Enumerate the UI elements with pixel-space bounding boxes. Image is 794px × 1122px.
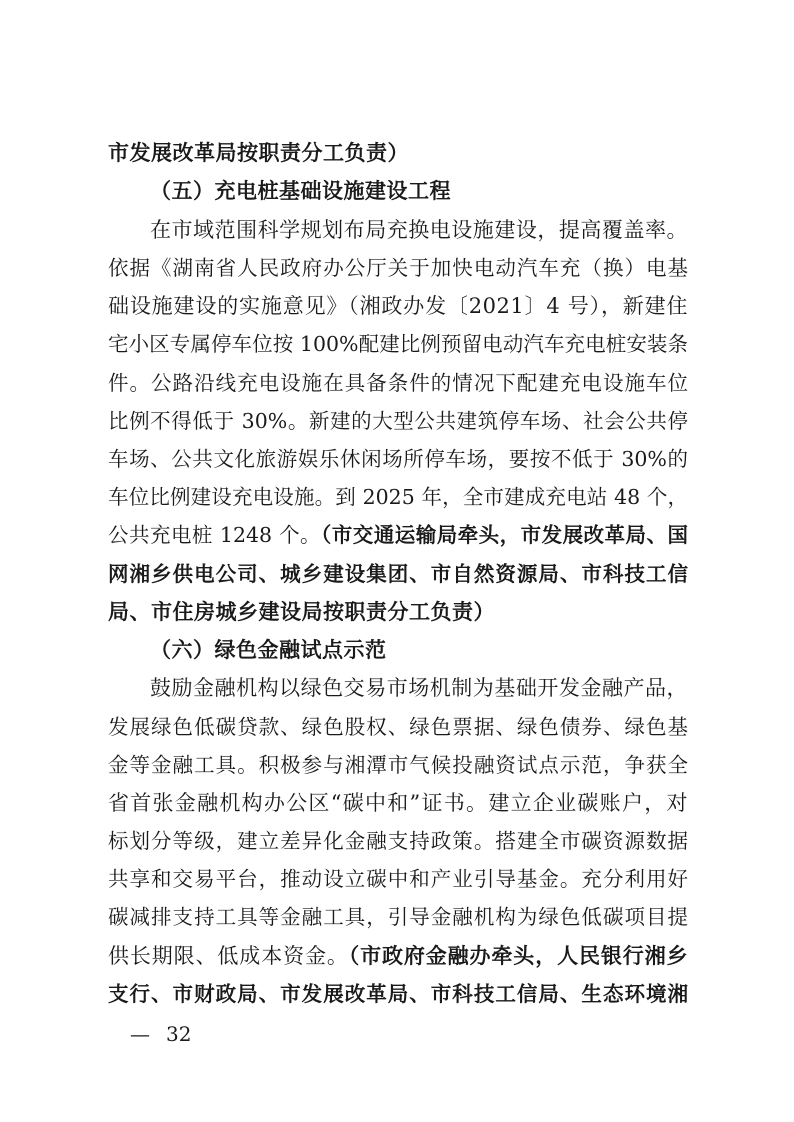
text-line: 车场、公共文化旅游娱乐休闲场所停车场，要按不低于 30%的 — [108, 447, 688, 471]
text-line: 金等金融工具。积极参与湘潭市气候投融资试点示范，争获全 — [108, 753, 688, 777]
responsibility-note: 局、市住房城乡建设局按职责分工负责） — [108, 600, 495, 624]
text-run: 公共充电桩 1248 个。 — [108, 523, 322, 547]
footer-dash: — — [130, 1022, 150, 1046]
text-line — [108, 516, 688, 554]
text-line: 依据《湖南省人民政府办公厅关于加快电动汽车充（换）电基 — [108, 256, 688, 280]
text-run: 供长期限、低成本资金。 — [108, 944, 349, 968]
responsibility-note: 支行、市财政局、市发展改革局、市科技工信局、生态环境湘 — [108, 982, 688, 1006]
text-line: 比例不得低于 30%。新建的大型公共建筑停车场、社会公共停 — [108, 409, 688, 433]
text-line: 础设施建设的实施意见》（湘政办发〔2021〕4 号），新建住 — [108, 294, 688, 318]
text-line: 标划分等级，建立差异化金融支持政策。搭建全市碳资源数据 — [108, 829, 688, 853]
text-line: 在市域范围科学规划布局充换电设施建设，提高覆盖率。 — [150, 218, 688, 242]
page-footer — [130, 1022, 191, 1046]
text-line: 市发展改革局按职责分工负责） — [108, 141, 409, 165]
responsibility-note: 网湘乡供电公司、城乡建设集团、市自然资源局、市科技工信 — [108, 562, 688, 586]
page-number: 32 — [166, 1022, 192, 1046]
text-line: 发展绿色低碳贷款、绿色股权、绿色票据、绿色债券、绿色基 — [108, 715, 688, 739]
text-line: 省首张金融机构办公区“碳中和”证书。建立企业碳账户，对 — [108, 791, 688, 815]
text-line: 碳减排支持工具等金融工具，引导金融机构为绿色低碳项目提 — [108, 905, 688, 929]
section-heading: （六）绿色金融试点示范 — [150, 638, 387, 662]
responsibility-note: （市政府金融办牵头，人民银行湘乡 — [348, 944, 688, 968]
text-line: 共享和交易平台，推动设立碳中和产业引导基金。充分利用好 — [108, 867, 688, 891]
text-line: 车位比例建设充电设施。到 2025 年，全市建成充电站 48 个， — [108, 485, 688, 509]
text-line: 宅小区专属停车位按 100%配建比例预留电动汽车充电桩安装条 — [108, 332, 688, 356]
text-line: 鼓励金融机构以绿色交易市场机制为基础开发金融产品， — [150, 676, 688, 700]
text-line: 件。公路沿线充电设施在具备条件的情况下配建充电设施车位 — [108, 371, 688, 395]
text-line — [108, 937, 688, 975]
section-heading: （五）充电桩基础设施建设工程 — [150, 179, 451, 203]
responsibility-note: （市交通运输局牵头，市发展改革局、国 — [321, 523, 688, 547]
